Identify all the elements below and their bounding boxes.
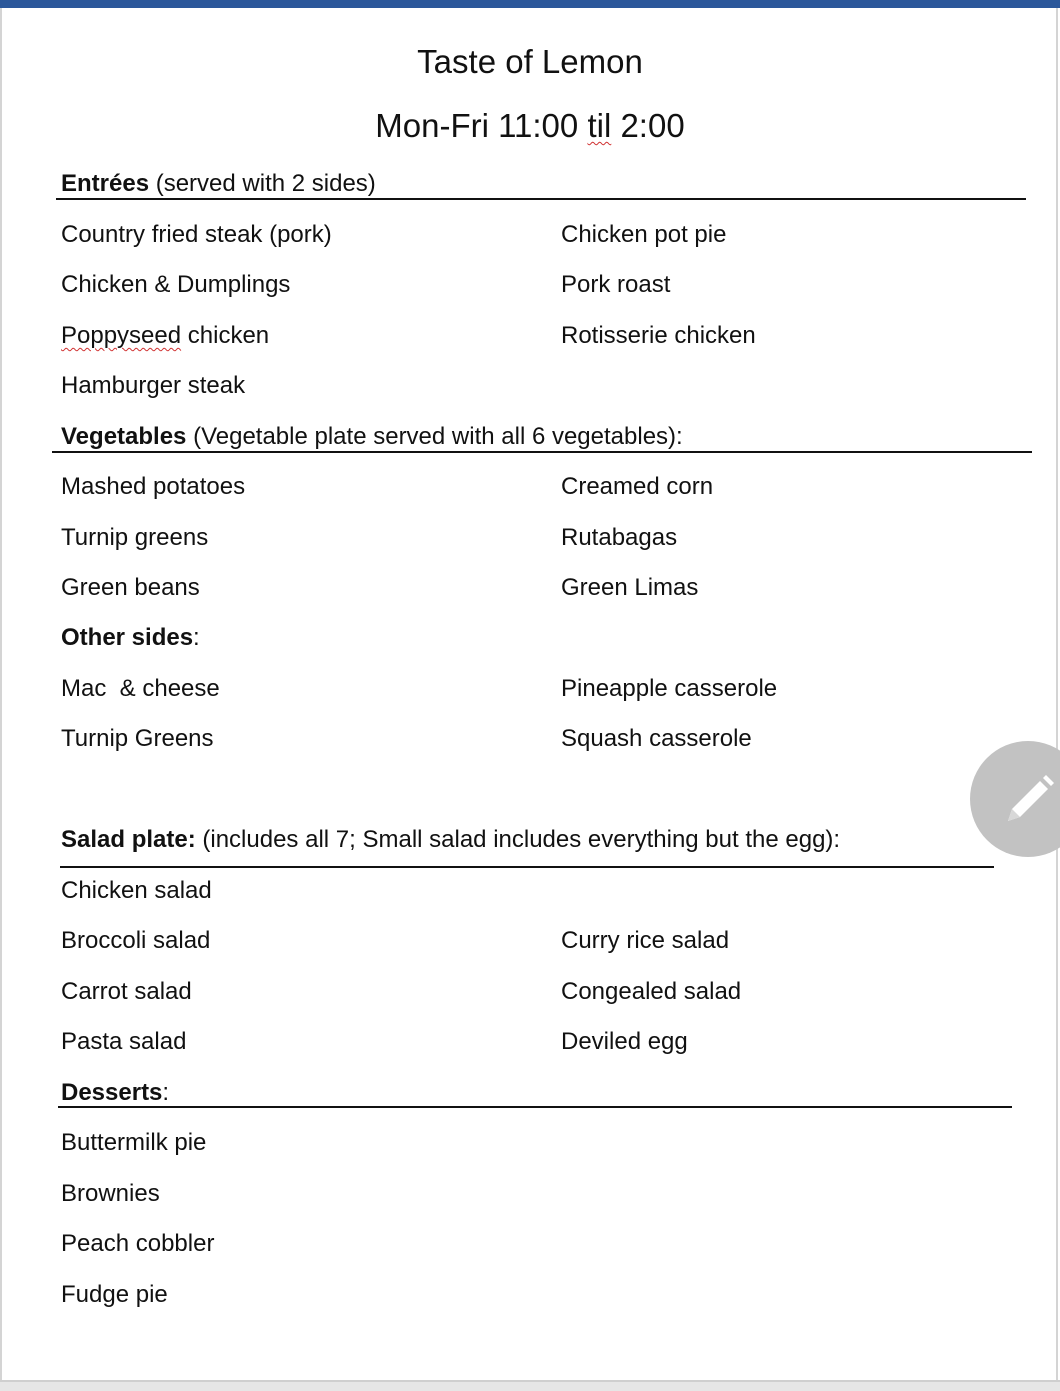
entree-item <box>61 321 269 351</box>
menu-title: Taste of Lemon <box>417 43 643 80</box>
hours-til: til <box>587 107 612 144</box>
entree-item: Rotisserie chicken <box>561 322 756 349</box>
dessert-item: Fudge pie <box>61 1281 168 1308</box>
other-sides-colon: : <box>193 624 200 651</box>
salad-item: Curry rice salad <box>561 927 730 954</box>
side-item: Pineapple casserole <box>561 675 778 702</box>
entree-item: Chicken & Dumplings <box>61 271 291 298</box>
salad-item: Broccoli salad <box>61 927 211 954</box>
vegetables-note: (Vegetable plate served with all 6 vegetables): <box>186 423 683 450</box>
salad-heading-label: Salad plate: <box>61 826 196 853</box>
desserts-heading <box>61 1078 169 1108</box>
vegetable-item: Mashed potatoes <box>61 473 246 500</box>
vegetables-heading <box>61 422 683 452</box>
hours-prefix: Mon-Fri 11:00 <box>375 107 588 144</box>
salad-item: Pasta salad <box>61 1028 187 1055</box>
entree-item: Pork roast <box>561 271 671 298</box>
other-sides-heading <box>61 623 200 653</box>
dessert-item: Buttermilk pie <box>61 1129 207 1156</box>
pencil-icon <box>998 769 1058 829</box>
salad-divider <box>60 866 994 868</box>
vegetable-item: Green Limas <box>561 574 699 601</box>
vegetable-item: Turnip greens <box>61 524 209 551</box>
vegetable-item: Green beans <box>61 574 200 601</box>
dessert-item: Brownies <box>61 1180 160 1207</box>
hours-line <box>0 106 1060 146</box>
entree-item: Chicken pot pie <box>561 221 727 248</box>
vegetable-item: Rutabagas <box>561 524 678 551</box>
entree-chicken-word: chicken <box>187 322 270 349</box>
vegetables-heading-label: Vegetables <box>61 423 187 450</box>
other-sides-heading-label: Other sides <box>61 624 194 651</box>
vegetable-item: Creamed corn <box>561 473 714 500</box>
entree-poppyseed-word: Poppyseed <box>61 322 182 349</box>
desserts-divider <box>58 1106 1012 1108</box>
salad-heading <box>61 825 840 855</box>
desserts-colon: : <box>162 1079 170 1106</box>
salad-item: Congealed salad <box>561 978 742 1005</box>
entree-item: Country fried steak (pork) <box>61 221 332 248</box>
salad-item: Carrot salad <box>61 978 192 1005</box>
entrees-divider <box>56 198 1026 200</box>
entrees-note: (served with 2 sides) <box>149 170 376 197</box>
desserts-heading-label: Desserts <box>61 1079 163 1106</box>
vegetables-divider <box>52 451 1032 453</box>
salad-item: Deviled egg <box>561 1028 688 1055</box>
salad-item: Chicken salad <box>61 877 212 904</box>
entrees-heading-label: Entrées <box>61 170 150 197</box>
side-item: Squash casserole <box>561 725 752 752</box>
entrees-heading <box>61 169 376 199</box>
side-item: Turnip Greens <box>61 725 214 752</box>
hours-suffix: 2:00 <box>611 107 685 144</box>
window-title-bar <box>0 0 1060 8</box>
salad-note: (includes all 7; Small salad includes everything but the egg): <box>195 826 841 853</box>
page-bottom-gutter <box>0 1380 1060 1391</box>
dessert-item: Peach cobbler <box>61 1230 215 1257</box>
entree-item: Hamburger steak <box>61 372 246 399</box>
side-item: Mac & cheese <box>61 675 220 702</box>
